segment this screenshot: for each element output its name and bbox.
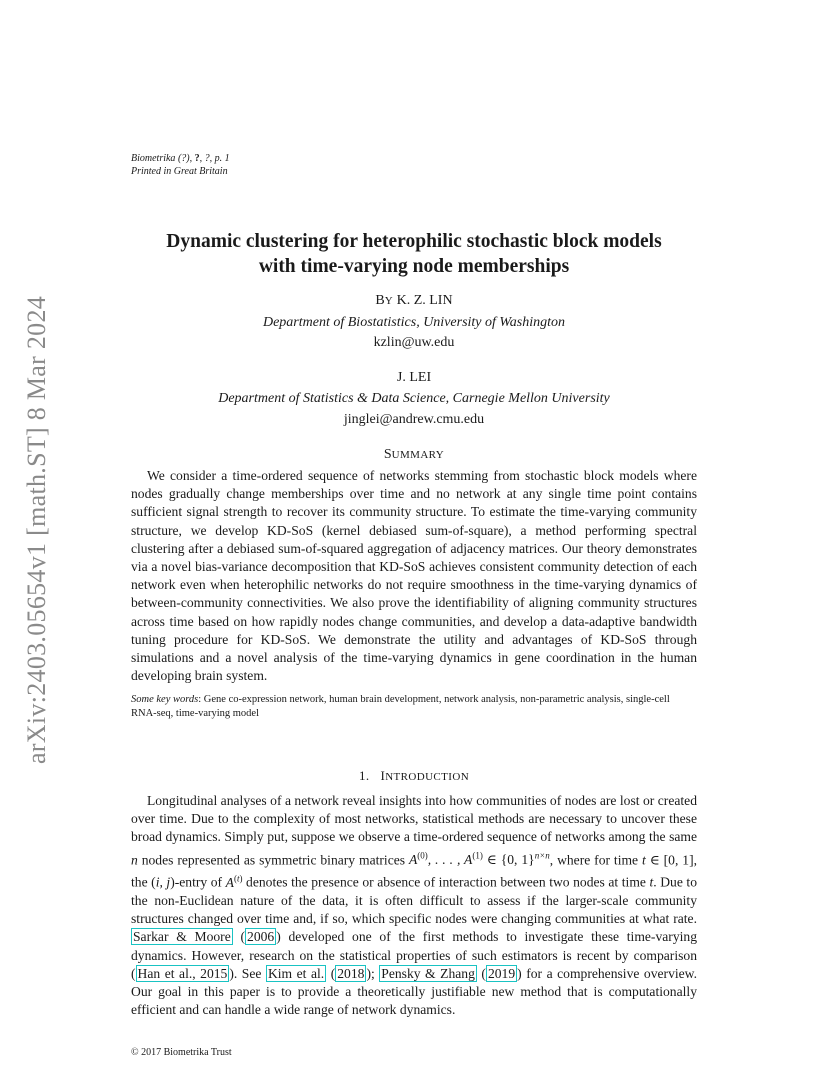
citation-link-kim-year[interactable]: 2018 [337, 965, 365, 981]
author-1-affiliation: Department of Biostatistics, University of Washington [262, 315, 566, 330]
author-1-name [131, 291, 697, 311]
title-line-1: Dynamic clustering for heterophilic stochastic block models [166, 231, 662, 252]
math-time-range: t ∈ [0, 1] [642, 852, 694, 868]
keywords [131, 693, 697, 721]
intro-text: . Due to the non-Euclidean nature of the data, it is often difficult to assess if the larger-scale community structures changed over time and, if so, which specific nodes were changing communities at what rate. [131, 874, 697, 927]
by-cap: B [375, 293, 385, 308]
intro-text: -entry of [174, 874, 226, 890]
journal-name: Biometrika [131, 153, 176, 164]
intro-text: nodes represented as symmetric binary matrices [137, 852, 409, 868]
copyright-footer: © 2017 Biometrika Trust [131, 1047, 232, 1058]
arxiv-identifier: arXiv:2403.05654v1 [math.ST] 8 Mar 2024 [22, 295, 51, 764]
journal-citation [131, 152, 230, 165]
section-rest: NTRODUCTION [385, 771, 470, 783]
author-2-affiliation: Department of Statistics & Data Science, Carnegie Mellon University [218, 391, 610, 406]
intro-text: developed one of the first methods to investigate these time-varying dynamics. However, research on the statistical properties of such estimators is recent by comparison ( [131, 929, 697, 981]
intro-text: denotes the presence or absence of interaction between two nodes at time [242, 874, 650, 890]
keywords-label: Some key words [131, 694, 199, 705]
journal-header [131, 152, 230, 178]
journal-volume: ? [194, 153, 200, 164]
summary-heading [131, 445, 697, 465]
math-matrices: $A^{(0)}$, . . . , $A^{(1)}$ ∈ {0, 1}$^{n\times n}$ [408, 850, 550, 868]
citation-link-kim[interactable]: Kim et al. [267, 965, 325, 981]
abstract-text: We consider a time-ordered sequence of networks stemming from stochastic block models where nodes gradually change memberships over time and no network at any single time point contains sufficient signal strength to recover its community structure. To estimate the time-varying community structure, we develop KD-SoS (kernel debiased sum-of-square), a method performing spectral clustering after a debiased sum-of-squared aggregation of adjacency matrices. Our theory demonstrates via a novel bias-variance decomposition that KD-SoS achieves consistent community detection of each network even when heterophilic networks do not require smoothness in the time-varying dynamics of between-community connectivities. We also prove the identifiability of aligning community structures across time based on how rapidly nodes change communities, and develop a data-adaptive bandwidth tuning procedure for KD-SoS. We demonstrate the utility and advantages of KD-SoS through simulations and a novel analysis of the time-varying dynamics in gene coordination in the human developing brain system. [131, 468, 697, 684]
author-1-email: kzlin@uw.edu [373, 335, 455, 350]
printed-in: Printed in Great Britain [131, 166, 228, 177]
by-rest: Y [384, 295, 394, 307]
summary-heading-rest: UMMARY [391, 449, 445, 461]
citation-link-pensky-zhang[interactable]: Pensky & Zhang [381, 965, 475, 981]
author-2-email: jinglei@andrew.cmu.edu [343, 412, 485, 427]
math-n: n [131, 852, 138, 868]
journal-issue: (?), [175, 153, 195, 164]
section-number: 1. [358, 768, 370, 783]
intro-text: Longitudinal analyses of a network reveal insights into how communities of nodes are lost or created over time. Due to the complexity of most networks, statistical methods are necessary to uncover these broad dynamics. Simply put, suppose we observe a time-ordered sequence of networks among the same [131, 793, 697, 845]
citation-link-sarkar-moore-year[interactable]: 2006 [247, 929, 275, 945]
author-name: K. Z. LIN [393, 293, 453, 308]
intro-text: , where for time [549, 852, 642, 868]
citation-link-pensky-zhang-year[interactable]: 2019 [487, 965, 516, 981]
intro-text: ). See [229, 965, 266, 981]
intro-text: for a comprehensive overview. Our goal in this paper is to provide a theoretically justifiable new method that is computationally efficient and can handle a wide range of network dynamics. [131, 965, 698, 1018]
title-line-2: with time-varying node memberships [258, 256, 570, 277]
section-cap: I [380, 768, 386, 783]
summary-heading-cap: S [383, 447, 392, 462]
math-t: t [649, 874, 654, 890]
introduction-paragraph: Longitudinal analyses of a network reveal insights into how communities of nodes are lost or created over time. Due to the complexity of most networks, statistical methods are necessary to uncover these broad dynamics. Simply put, suppose we observe a time-ordered sequence of networks among the same n nodes represented as symmetric binary matrices $A^{(0)}$, . . . , $A^{(1)}$ ∈ {0, 1}$^{n\times n}$, where for time t ∈ [0, 1], the (i, j)-entry of $A^{(t)}$ denotes the presence or absence of interaction between two nodes at time t. Due to the non-Euclidean nature of the data, it is often difficult to assess if the larger-scale community structures changed over time and, if so, which specific nodes were changing communities at what rate. Sarkar & Moore ( 2006 ) developed one of the first methods to investigate these time-varying dynamics. However, research on the statistical properties of such estimators is recent by comparison ( Han et al., 2015 ). See Kim et al. ( 2018 ); Pensky & Zhang ( 2019 ) for a comprehensive overview. Our goal in this paper is to provide a theoretically justifiable new method that is computationally efficient and can handle a wide range of network dynamics. [131, 793, 698, 1018]
intro-text: , the [131, 852, 698, 890]
math-a-t: $A^{(t)}$ [225, 873, 243, 890]
paper-title [131, 229, 697, 279]
section-heading-introduction [131, 768, 697, 784]
author-2-name: J. LEI [396, 370, 432, 385]
math-ij: (i, j) [151, 874, 175, 890]
citation-link-sarkar-moore[interactable]: Sarkar & Moore [133, 929, 231, 945]
citation-link-han[interactable]: Han et al., 2015 [137, 965, 228, 981]
keywords-list: : Gene co-expression network, human brain development, network analysis, non-parametric analysis, single-cell RNA-seq, time-varying model [131, 694, 670, 719]
journal-pages: , ?, p. 1 [199, 153, 230, 164]
